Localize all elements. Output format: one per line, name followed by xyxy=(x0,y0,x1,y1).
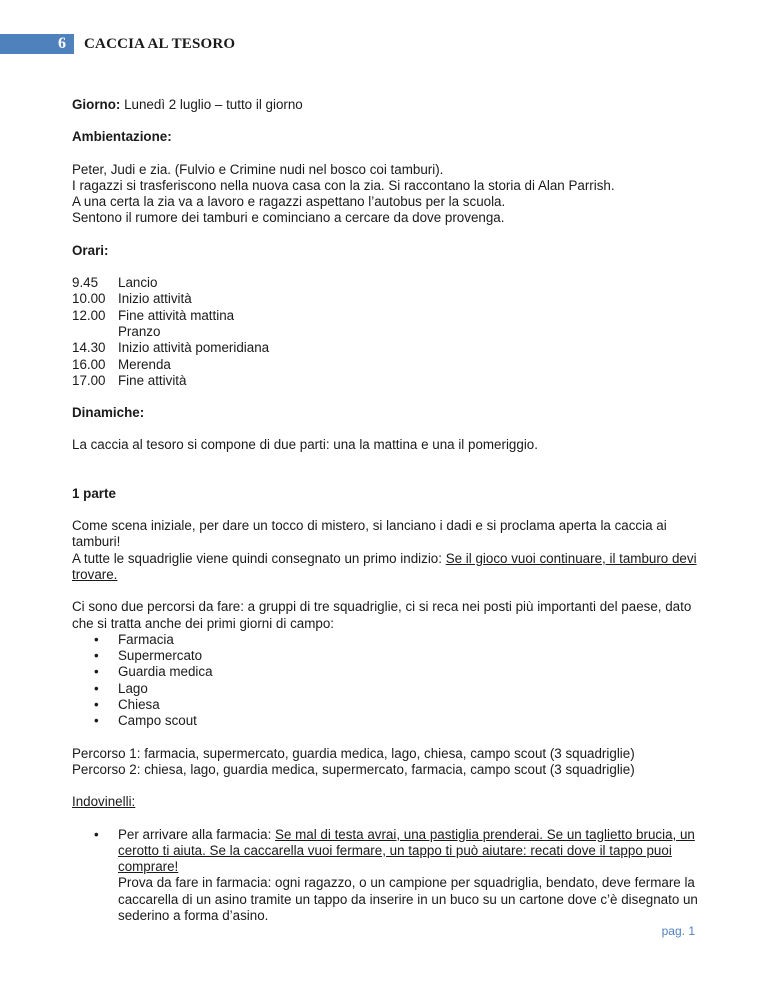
list-item: • Chiesa xyxy=(72,697,712,713)
giorno-label: Giorno: xyxy=(72,97,121,112)
parte1-heading: 1 parte xyxy=(72,485,116,501)
ambientazione-line: Peter, Judi e zia. (Fulvio e Crimine nudi nel bosco coi tamburi). xyxy=(72,161,444,177)
percorso-1: Percorso 1: farmacia, supermercato, guardia medica, lago, chiesa, campo scout (3 squadriglie) xyxy=(72,745,635,761)
page-number: pag. 1 xyxy=(661,924,695,938)
places-list xyxy=(72,632,712,730)
orari-row: 10.00 Inizio attività xyxy=(72,291,192,307)
percorso-2: Percorso 2: chiesa, lago, guardia medica, supermercato, farmacia, campo scout (3 squadriglie) xyxy=(72,761,635,777)
list-item: • Guardia medica xyxy=(72,664,712,680)
ambientazione-heading: Ambientazione: xyxy=(72,129,172,145)
dinamiche-text: La caccia al tesoro si compone di due parti: una la mattina e una il pomeriggio. xyxy=(72,437,538,453)
orari-table xyxy=(72,275,269,389)
giorno-value: Lunedì 2 luglio – tutto il giorno xyxy=(120,97,303,112)
orari-row: Pranzo xyxy=(118,323,161,339)
bullet-icon: • xyxy=(94,826,99,842)
list-item: • Lago xyxy=(72,681,712,697)
list-item: • Supermercato xyxy=(72,648,712,664)
orari-row: 9.45 Lancio xyxy=(72,275,158,291)
orari-heading: Orari: xyxy=(72,242,109,258)
ambientazione-line: I ragazzi si trasferiscono nella nuova casa con la zia. Si raccontano la storia di Alan Parrish. xyxy=(72,177,615,193)
parte1-intro: Come scena iniziale, per dare un tocco di mistero, si lanciano i dadi e si proclama aperta la caccia ai tamburi! xyxy=(72,518,667,550)
list-item: • Farmacia xyxy=(72,632,712,648)
document-body xyxy=(72,97,712,924)
orari-row: 16.00 Merenda xyxy=(72,356,171,372)
orari-row: 14.30 Inizio attività pomeridiana xyxy=(72,340,270,356)
orari-row: 12.00 Fine attività mattina xyxy=(72,307,235,323)
dinamiche-heading: Dinamiche: xyxy=(72,405,145,421)
chapter-title: CACCIA AL TESORO xyxy=(84,36,236,52)
riddle-item: • Per arrivare alla farmacia: Se mal di testa avrai, una pastiglia prenderai. Se un taglietto brucia, un cerotto ti aiuta. Se la caccarella vuoi fermare, un tappo ti può aiutare: recati dove il tappo puoi comprare! Prova da fare in farmacia: ogni ragazzo, o un campione per squadriglia, bendato, deve fermare la caccarella di un asino tramite un tappo da inserire in un buco su un cartone dove c’è disegnato un sederino a forma d’asino. xyxy=(72,827,712,925)
riddle-text: Se mal di testa avrai, una pastiglia prenderai. Se un taglietto brucia, un cerotto ti aiuta. Se la caccarella vuoi fermare, un tappo ti può aiutare: recati dove il tappo puoi comprare! xyxy=(118,826,695,875)
chapter-number-badge: 6 xyxy=(0,34,74,54)
first-clue-text: Se il gioco vuoi continuare, il tamburo devi trovare. xyxy=(72,550,697,582)
orari-row: 17.00 Fine attività xyxy=(72,372,187,388)
giorno-line xyxy=(72,97,712,113)
chapter-header xyxy=(0,34,768,54)
ambientazione-line: Sentono il rumore dei tamburi e cominciano a cercare da dove provenga. xyxy=(72,210,505,226)
list-item: • Campo scout xyxy=(72,713,712,729)
indovinelli-heading: Indovinelli: xyxy=(72,794,136,810)
prova-text: Prova da fare in farmacia: ogni ragazzo, o un campione per squadriglia, bendato, deve fermare la caccarella di un asino tramite un tappo da inserire in un buco su un cartone dove c’è disegnato un sederino a forma d’asino. xyxy=(118,875,698,923)
ambientazione-line: A una certa la zia va a lavoro e ragazzi aspettano l’autobus per la scuola. xyxy=(72,194,506,210)
percorsi-intro: Ci sono due percorsi da fare: a gruppi di tre squadriglie, ci si reca nei posti più importanti del paese, dato che si tratta anche dei primi giorni di campo: xyxy=(72,599,692,631)
parte1-clue: A tutte le squadriglie viene quindi consegnato un primo indizio: Se il gioco vuoi continuare, il tamburo devi trovare. xyxy=(72,550,697,582)
